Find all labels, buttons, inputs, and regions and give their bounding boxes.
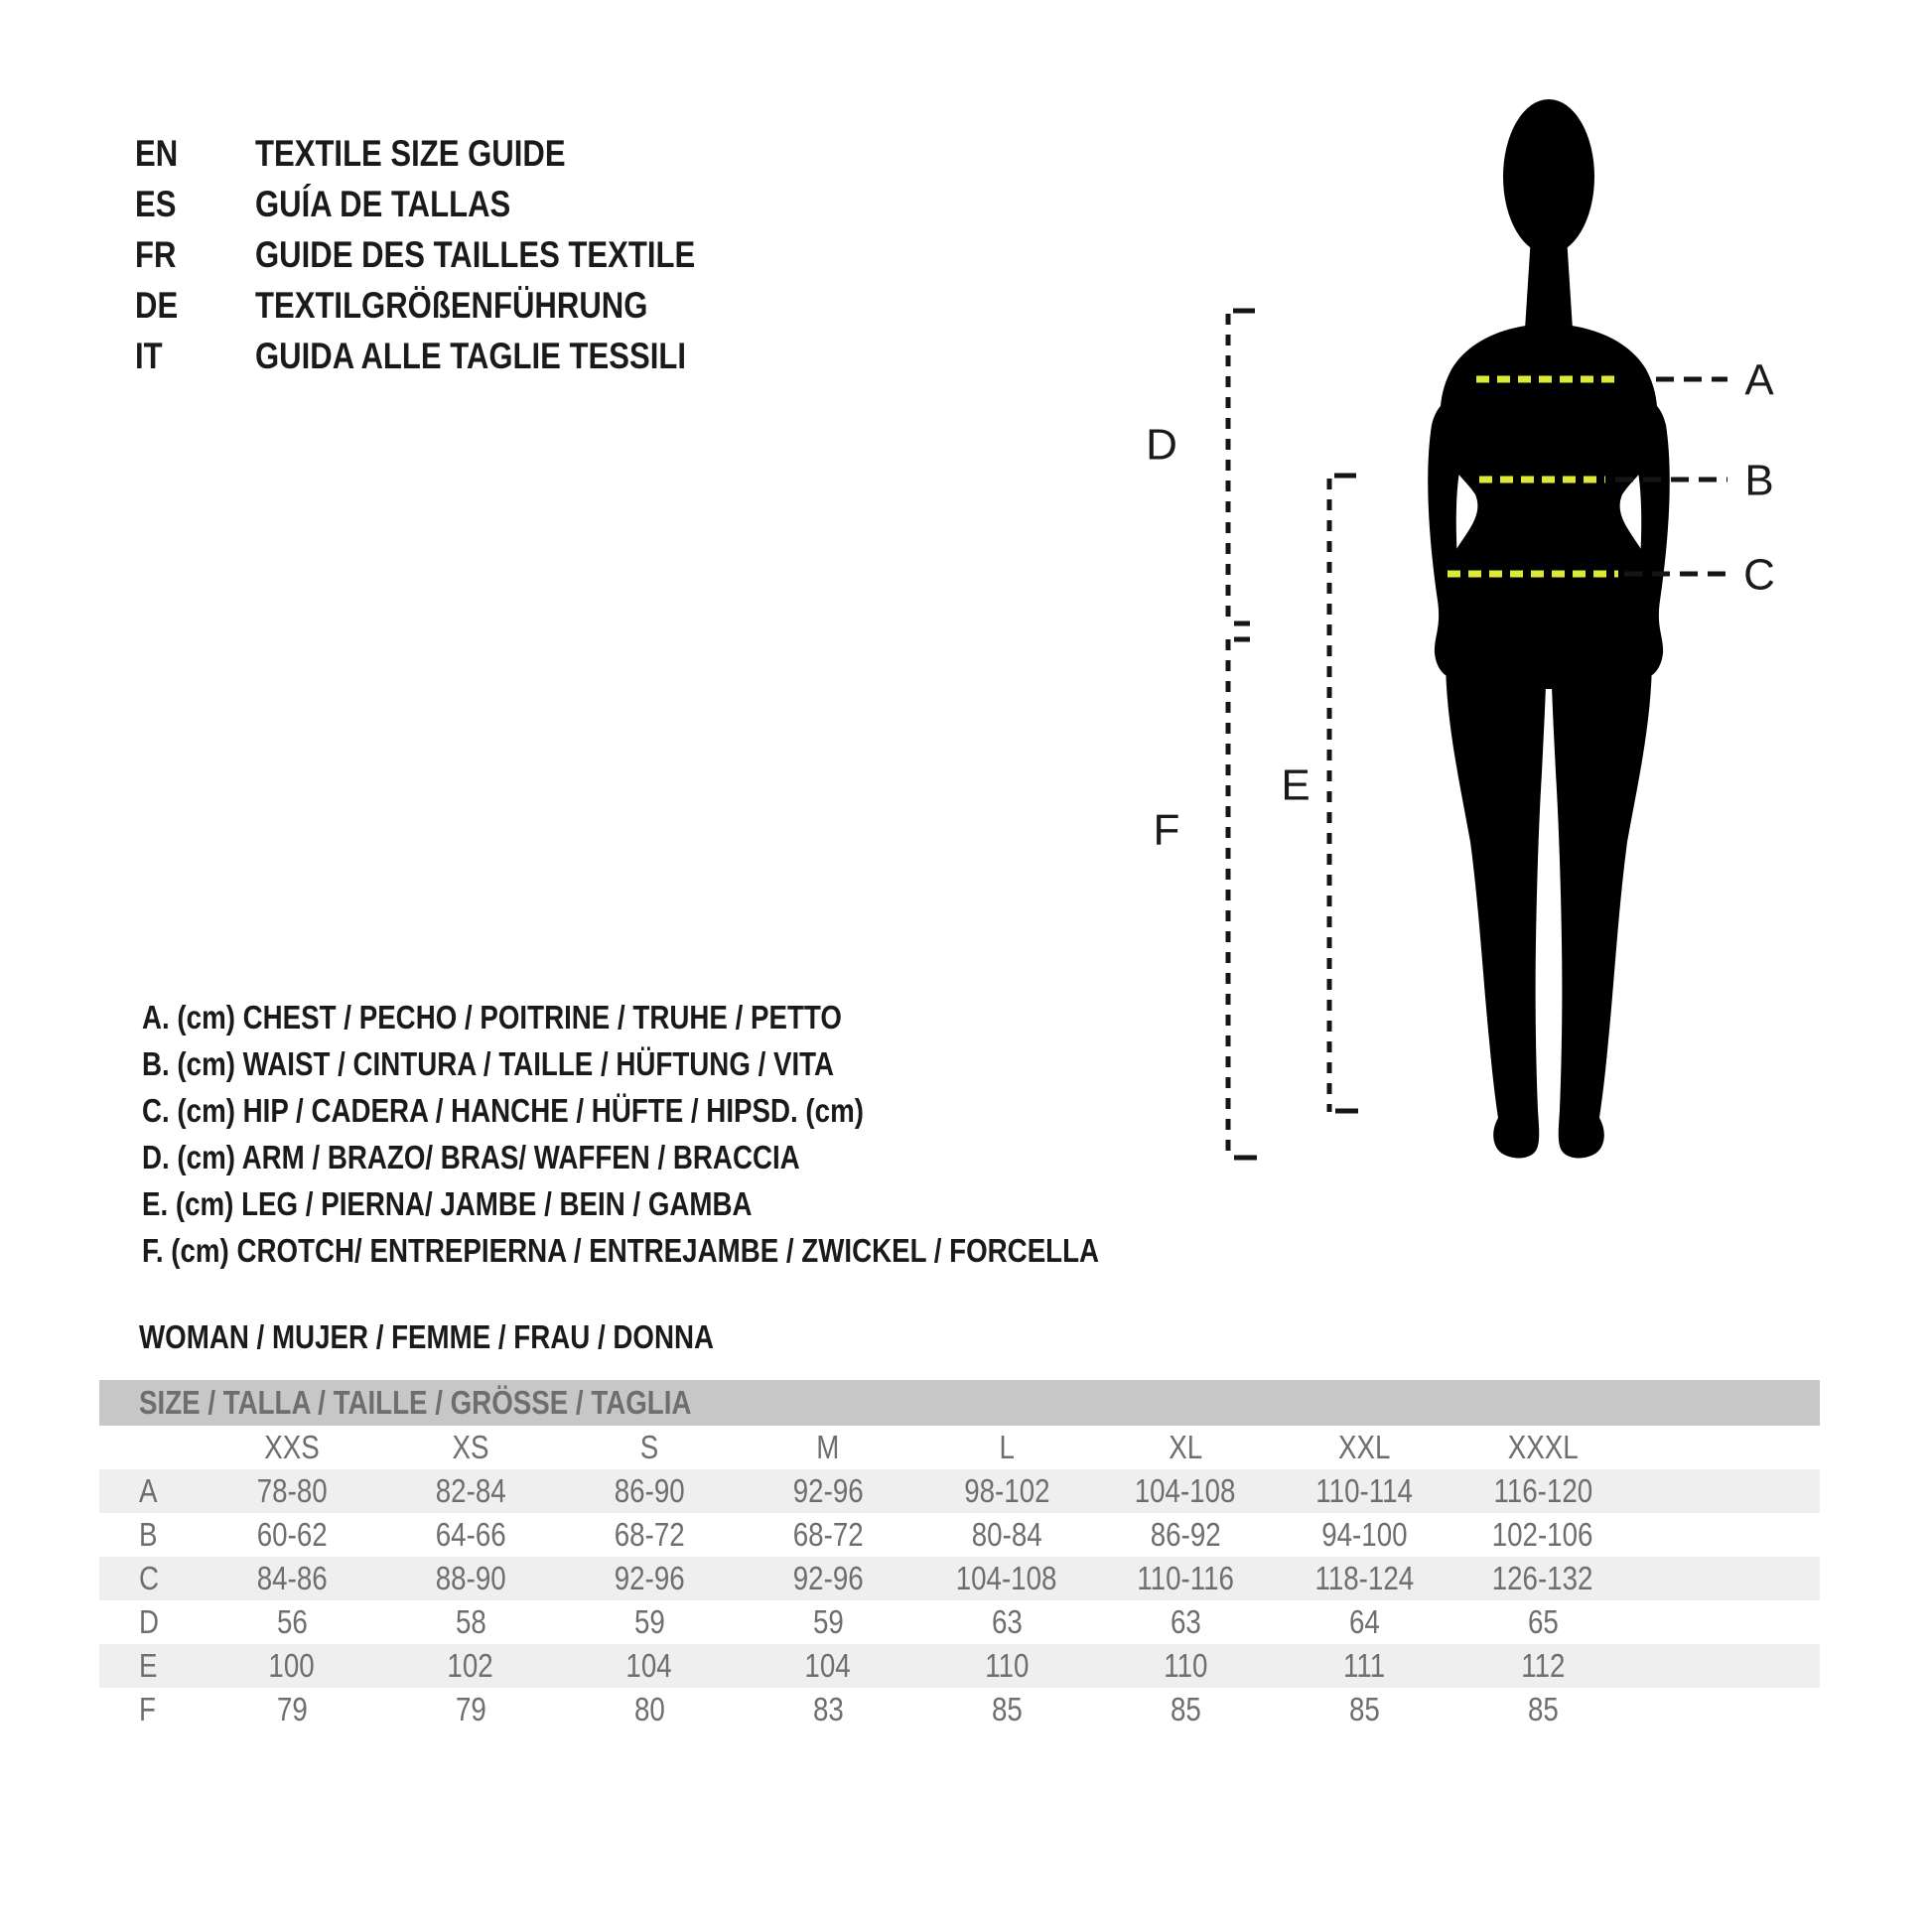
cell: 79	[276, 1691, 308, 1727]
cell: 85	[1170, 1691, 1201, 1727]
lang-row-es	[135, 179, 779, 229]
cell: 116-120	[1493, 1472, 1592, 1509]
lang-row-en	[135, 128, 779, 179]
col-header: XXL	[1337, 1429, 1391, 1465]
lang-title: GUIDE DES TAILLES TEXTILE	[255, 233, 696, 275]
cell: 104-108	[1135, 1472, 1236, 1509]
size-table-header-bar: SIZE / TALLA / TAILLE / GRÖSSE / TAGLIA	[99, 1380, 1820, 1426]
filler-cell	[1632, 1644, 1820, 1688]
cell: 83	[812, 1691, 844, 1727]
cell: 63	[991, 1603, 1023, 1640]
legend-line-leg: E. (cm) LEG / PIERNA/ JAMBE / BEIN / GAMBA	[142, 1184, 753, 1222]
cell: 92-96	[792, 1472, 864, 1509]
cell: 110	[1163, 1647, 1208, 1684]
cell: 68-72	[792, 1516, 864, 1553]
cell: 94-100	[1320, 1516, 1408, 1553]
cell: 78-80	[256, 1472, 328, 1509]
crotch-measure-line	[1228, 639, 1257, 1160]
table-row-leg	[99, 1644, 1820, 1688]
cell: 82-84	[435, 1472, 506, 1509]
col-header: XXS	[264, 1429, 320, 1465]
filler-cell	[1632, 1513, 1820, 1557]
col-header: S	[639, 1429, 659, 1465]
cell: 84-86	[256, 1560, 328, 1596]
cell: 92-96	[614, 1560, 685, 1596]
cell: 59	[812, 1603, 844, 1640]
cell: 110-114	[1315, 1472, 1413, 1509]
lang-title: GUIDA ALLE TAGLIE TESSILI	[255, 335, 686, 376]
cell: 104	[625, 1647, 673, 1684]
table-row-crotch	[99, 1688, 1820, 1731]
gender-line: WOMAN / MUJER / FEMME / FRAU / DONNA	[139, 1318, 715, 1355]
cell: 64	[1348, 1603, 1380, 1640]
arm-line-label: D	[1146, 420, 1177, 470]
cell: 110-116	[1137, 1560, 1234, 1596]
col-header: M	[816, 1429, 840, 1465]
cell: 92-96	[792, 1560, 864, 1596]
lang-row-fr	[135, 229, 779, 280]
cell: 104	[804, 1647, 852, 1684]
waist-line-label: B	[1744, 456, 1774, 505]
table-row-arm	[99, 1600, 1820, 1644]
cell: 98-102	[963, 1472, 1050, 1509]
cell: 65	[1527, 1603, 1559, 1640]
table-row-chest	[99, 1469, 1820, 1513]
legend-line-arm: D. (cm) ARM / BRAZO/ BRAS/ WAFFEN / BRACCIA	[142, 1138, 800, 1175]
cell: 104-108	[956, 1560, 1057, 1596]
col-header: XS	[452, 1429, 489, 1465]
woman-silhouette-figure	[1428, 99, 1670, 1158]
cell: 79	[455, 1691, 486, 1727]
language-heading-block	[135, 128, 779, 381]
cell: 85	[1348, 1691, 1380, 1727]
cell: 80-84	[971, 1516, 1042, 1553]
cell: 60-62	[256, 1516, 328, 1553]
column-header-row	[99, 1426, 1820, 1469]
row-label: D	[139, 1603, 160, 1640]
lang-title: TEXTILE SIZE GUIDE	[255, 132, 566, 174]
silhouette-head	[1503, 99, 1594, 254]
filler-cell	[1632, 1469, 1820, 1513]
cell: 118-124	[1314, 1560, 1414, 1596]
legend-line-hip: C. (cm) HIP / CADERA / HANCHE / HÜFTE / HIPSD. (cm)	[142, 1091, 864, 1129]
lang-code: ES	[135, 183, 177, 224]
cell: 56	[276, 1603, 308, 1640]
cell: 110	[984, 1647, 1030, 1684]
cell: 100	[268, 1647, 316, 1684]
cell: 86-90	[614, 1472, 685, 1509]
cell: 102	[447, 1647, 494, 1684]
cell: 111	[1342, 1647, 1386, 1684]
cell: 80	[633, 1691, 665, 1727]
body-measurement-diagram	[894, 60, 1932, 1191]
cell: 88-90	[435, 1560, 506, 1596]
row-label: B	[139, 1516, 158, 1553]
legend-line-chest: A. (cm) CHEST / PECHO / POITRINE / TRUHE / PETTO	[142, 998, 842, 1035]
cell: 85	[991, 1691, 1023, 1727]
leg-measure-line	[1329, 476, 1358, 1112]
cell: 63	[1170, 1603, 1201, 1640]
lang-title: TEXTILGRÖßENFÜHRUNG	[255, 284, 648, 326]
cell: 59	[633, 1603, 665, 1640]
silhouette-left-leg	[1446, 618, 1547, 1158]
lang-code: IT	[135, 335, 163, 376]
size-table-grid	[99, 1426, 1820, 1731]
table-row-hip	[99, 1557, 1820, 1600]
arm-measure-line	[1228, 311, 1255, 623]
row-label: F	[139, 1691, 156, 1727]
filler-cell	[1632, 1557, 1820, 1600]
lang-row-it	[135, 331, 779, 381]
lang-code: DE	[135, 284, 179, 326]
legend-line-crotch: F. (cm) CROTCH/ ENTREPIERNA / ENTREJAMBE / ZWICKEL / FORCELLA	[142, 1231, 1100, 1269]
filler-cell	[1632, 1600, 1820, 1644]
row-label: C	[139, 1560, 160, 1596]
silhouette-neck	[1525, 236, 1573, 330]
filler-cell	[1632, 1426, 1820, 1469]
cell: 86-92	[1150, 1516, 1221, 1553]
cell: 68-72	[614, 1516, 685, 1553]
col-header: L	[999, 1429, 1015, 1465]
crotch-line-label: F	[1153, 805, 1180, 855]
silhouette-right-leg	[1551, 618, 1652, 1158]
col-header: XXXL	[1507, 1429, 1579, 1465]
col-header: XL	[1169, 1429, 1202, 1465]
filler-cell	[1632, 1688, 1820, 1731]
lang-code: FR	[135, 233, 177, 275]
corner-cell	[99, 1426, 203, 1469]
size-table	[99, 1380, 1820, 1731]
row-label: A	[139, 1472, 158, 1509]
lang-code: EN	[135, 132, 179, 174]
cell: 64-66	[435, 1516, 506, 1553]
lang-title: GUÍA DE TALLAS	[255, 183, 511, 224]
legend-line-waist: B. (cm) WAIST / CINTURA / TAILLE / HÜFTUNG / VITA	[142, 1044, 835, 1082]
hip-line-label: C	[1743, 550, 1775, 600]
chest-line-label: A	[1744, 355, 1774, 405]
table-row-waist	[99, 1513, 1820, 1557]
row-label: E	[139, 1647, 158, 1684]
lang-row-de	[135, 280, 779, 331]
leg-line-label: E	[1281, 760, 1311, 810]
cell: 85	[1527, 1691, 1559, 1727]
cell: 126-132	[1492, 1560, 1593, 1596]
cell: 102-106	[1492, 1516, 1593, 1553]
cell: 112	[1520, 1647, 1566, 1684]
cell: 58	[455, 1603, 486, 1640]
